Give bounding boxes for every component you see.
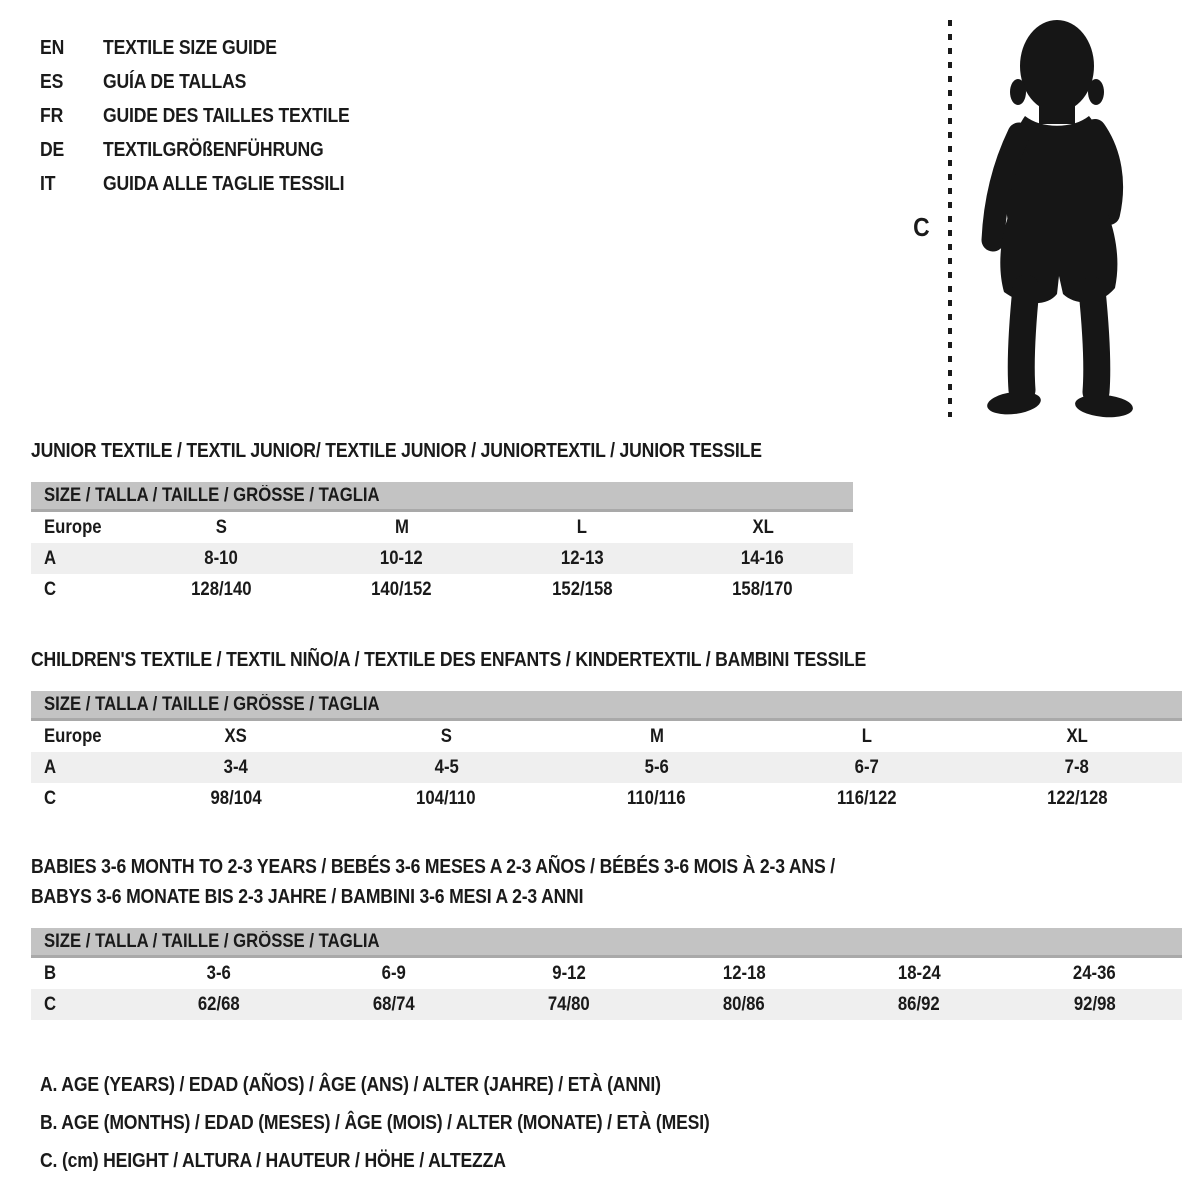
- table-row-c: [31, 989, 1182, 1020]
- section-title: [31, 645, 1182, 675]
- row-label: C: [44, 994, 57, 1015]
- row-cell: 24-36: [1073, 963, 1116, 984]
- row-cell: 3-4: [224, 757, 249, 778]
- row-cell: S: [440, 726, 452, 747]
- legend-line: A. AGE (YEARS) / EDAD (AÑOS) / ÂGE (ANS) / ALTER (JAHRE) / ETÀ (ANNI): [40, 1074, 661, 1096]
- row-label: B: [44, 963, 57, 984]
- row-cell: 110/116: [627, 788, 686, 809]
- legend-line: B. AGE (MONTHS) / EDAD (MESES) / ÂGE (MOIS) / ALTER (MONATE) / ETÀ (MESI): [40, 1112, 710, 1134]
- row-cell: 6-9: [381, 963, 406, 984]
- row-label: Europe: [44, 517, 102, 538]
- row-cell: 98/104: [210, 788, 262, 809]
- language-row: [40, 31, 383, 65]
- table-rows: [31, 958, 1182, 1020]
- row-cell: M: [394, 517, 409, 538]
- language-row: [40, 99, 383, 133]
- language-code: DE: [40, 138, 65, 161]
- table-row-europe: [31, 721, 1182, 752]
- table-row-b: [31, 958, 1182, 989]
- section-title: [31, 436, 853, 466]
- table-size-header: SIZE / TALLA / TAILLE / GRÖSSE / TAGLIA: [31, 482, 853, 512]
- section-title-line: CHILDREN'S TEXTILE / TEXTIL NIÑO/A / TEXTILE DES ENFANTS / KINDERTEXTIL / BAMBINI TESSILE: [31, 649, 867, 671]
- size-section-babies: [31, 852, 1182, 1020]
- row-cell: L: [861, 726, 872, 747]
- table-size-header: SIZE / TALLA / TAILLE / GRÖSSE / TAGLIA: [31, 928, 1182, 958]
- size-table: [31, 482, 853, 605]
- language-code: ES: [40, 70, 64, 93]
- row-cell: S: [215, 517, 227, 538]
- row-cell: 7-8: [1064, 757, 1089, 778]
- language-label: TEXTILGRÖßENFÜHRUNG: [103, 138, 324, 161]
- language-code: IT: [40, 172, 56, 195]
- section-title-line: BABIES 3-6 MONTH TO 2-3 YEARS / BEBÉS 3-6 MESES A 2-3 AÑOS / BÉBÉS 3-6 MOIS À 2-3 ANS /: [31, 856, 835, 878]
- row-cell: 86/92: [898, 994, 941, 1015]
- row-cell: 68/74: [372, 994, 415, 1015]
- language-label: GUÍA DE TALLAS: [103, 70, 247, 93]
- legend-line: C. (cm) HEIGHT / ALTURA / HAUTEUR / HÖHE / ALTEZZA: [40, 1150, 506, 1172]
- row-cell: 116/122: [836, 788, 897, 809]
- row-cell: 9-12: [552, 963, 586, 984]
- size-table: [31, 691, 1182, 814]
- table-row-europe: [31, 512, 853, 543]
- language-label: TEXTILE SIZE GUIDE: [103, 36, 277, 59]
- language-label: GUIDA ALLE TAGLIE TESSILI: [103, 172, 345, 195]
- row-cell: 74/80: [547, 994, 590, 1015]
- height-measure-dotted-line: [948, 20, 952, 417]
- row-cell: 18-24: [897, 963, 941, 984]
- row-label: C: [44, 579, 57, 600]
- size-section-children: [31, 645, 1182, 814]
- section-title: [31, 852, 1182, 912]
- language-label: GUIDE DES TAILLES TEXTILE: [103, 104, 350, 127]
- section-title-line: JUNIOR TEXTILE / TEXTIL JUNIOR/ TEXTILE JUNIOR / JUNIORTEXTIL / JUNIOR TESSILE: [31, 440, 762, 462]
- toddler-silhouette-icon: [965, 18, 1145, 418]
- row-cell: 3-6: [206, 963, 231, 984]
- section-title-line: BABYS 3-6 MONATE BIS 2-3 JAHRE / BAMBINI 3-6 MESI A 2-3 ANNI: [31, 886, 584, 908]
- size-table: [31, 928, 1182, 1020]
- table-row-c: [31, 783, 1182, 814]
- row-cell: XL: [752, 517, 774, 538]
- row-cell: 122/128: [1046, 788, 1108, 809]
- language-code: EN: [40, 36, 65, 59]
- table-size-header: SIZE / TALLA / TAILLE / GRÖSSE / TAGLIA: [31, 691, 1182, 721]
- row-cell: XS: [224, 726, 248, 747]
- row-cell: 5-6: [644, 757, 669, 778]
- language-code: FR: [40, 104, 64, 127]
- row-cell: 14-16: [741, 548, 785, 569]
- row-cell: 92/98: [1073, 994, 1116, 1015]
- row-cell: 104/110: [416, 788, 477, 809]
- row-cell: 6-7: [854, 757, 879, 778]
- row-label: C: [44, 788, 57, 809]
- row-cell: 80/86: [723, 994, 765, 1015]
- row-cell: 152/158: [552, 579, 613, 600]
- row-cell: XL: [1066, 726, 1088, 747]
- size-section-junior: [31, 436, 853, 605]
- row-cell: 10-12: [380, 548, 424, 569]
- row-cell: 8-10: [204, 548, 238, 569]
- language-row: [40, 65, 383, 99]
- row-cell: 140/152: [371, 579, 432, 600]
- table-rows: [31, 721, 1182, 814]
- height-measure-label: C: [913, 212, 930, 242]
- row-label: Europe: [44, 726, 102, 747]
- table-row-a: [31, 543, 853, 574]
- row-cell: 158/170: [732, 579, 793, 600]
- row-cell: 12-18: [722, 963, 766, 984]
- table-rows: [31, 512, 853, 605]
- row-cell: L: [577, 517, 588, 538]
- row-cell: 128/140: [191, 579, 252, 600]
- size-legend: [40, 1066, 801, 1180]
- row-cell: 4-5: [434, 757, 459, 778]
- table-row-a: [31, 752, 1182, 783]
- row-cell: 62/68: [197, 994, 240, 1015]
- language-row: [40, 133, 383, 167]
- table-row-c: [31, 574, 853, 605]
- language-list: [40, 31, 383, 201]
- row-cell: 12-13: [560, 548, 604, 569]
- language-row: [40, 167, 383, 201]
- row-cell: M: [649, 726, 664, 747]
- row-label: A: [44, 757, 57, 778]
- row-label: A: [44, 548, 57, 569]
